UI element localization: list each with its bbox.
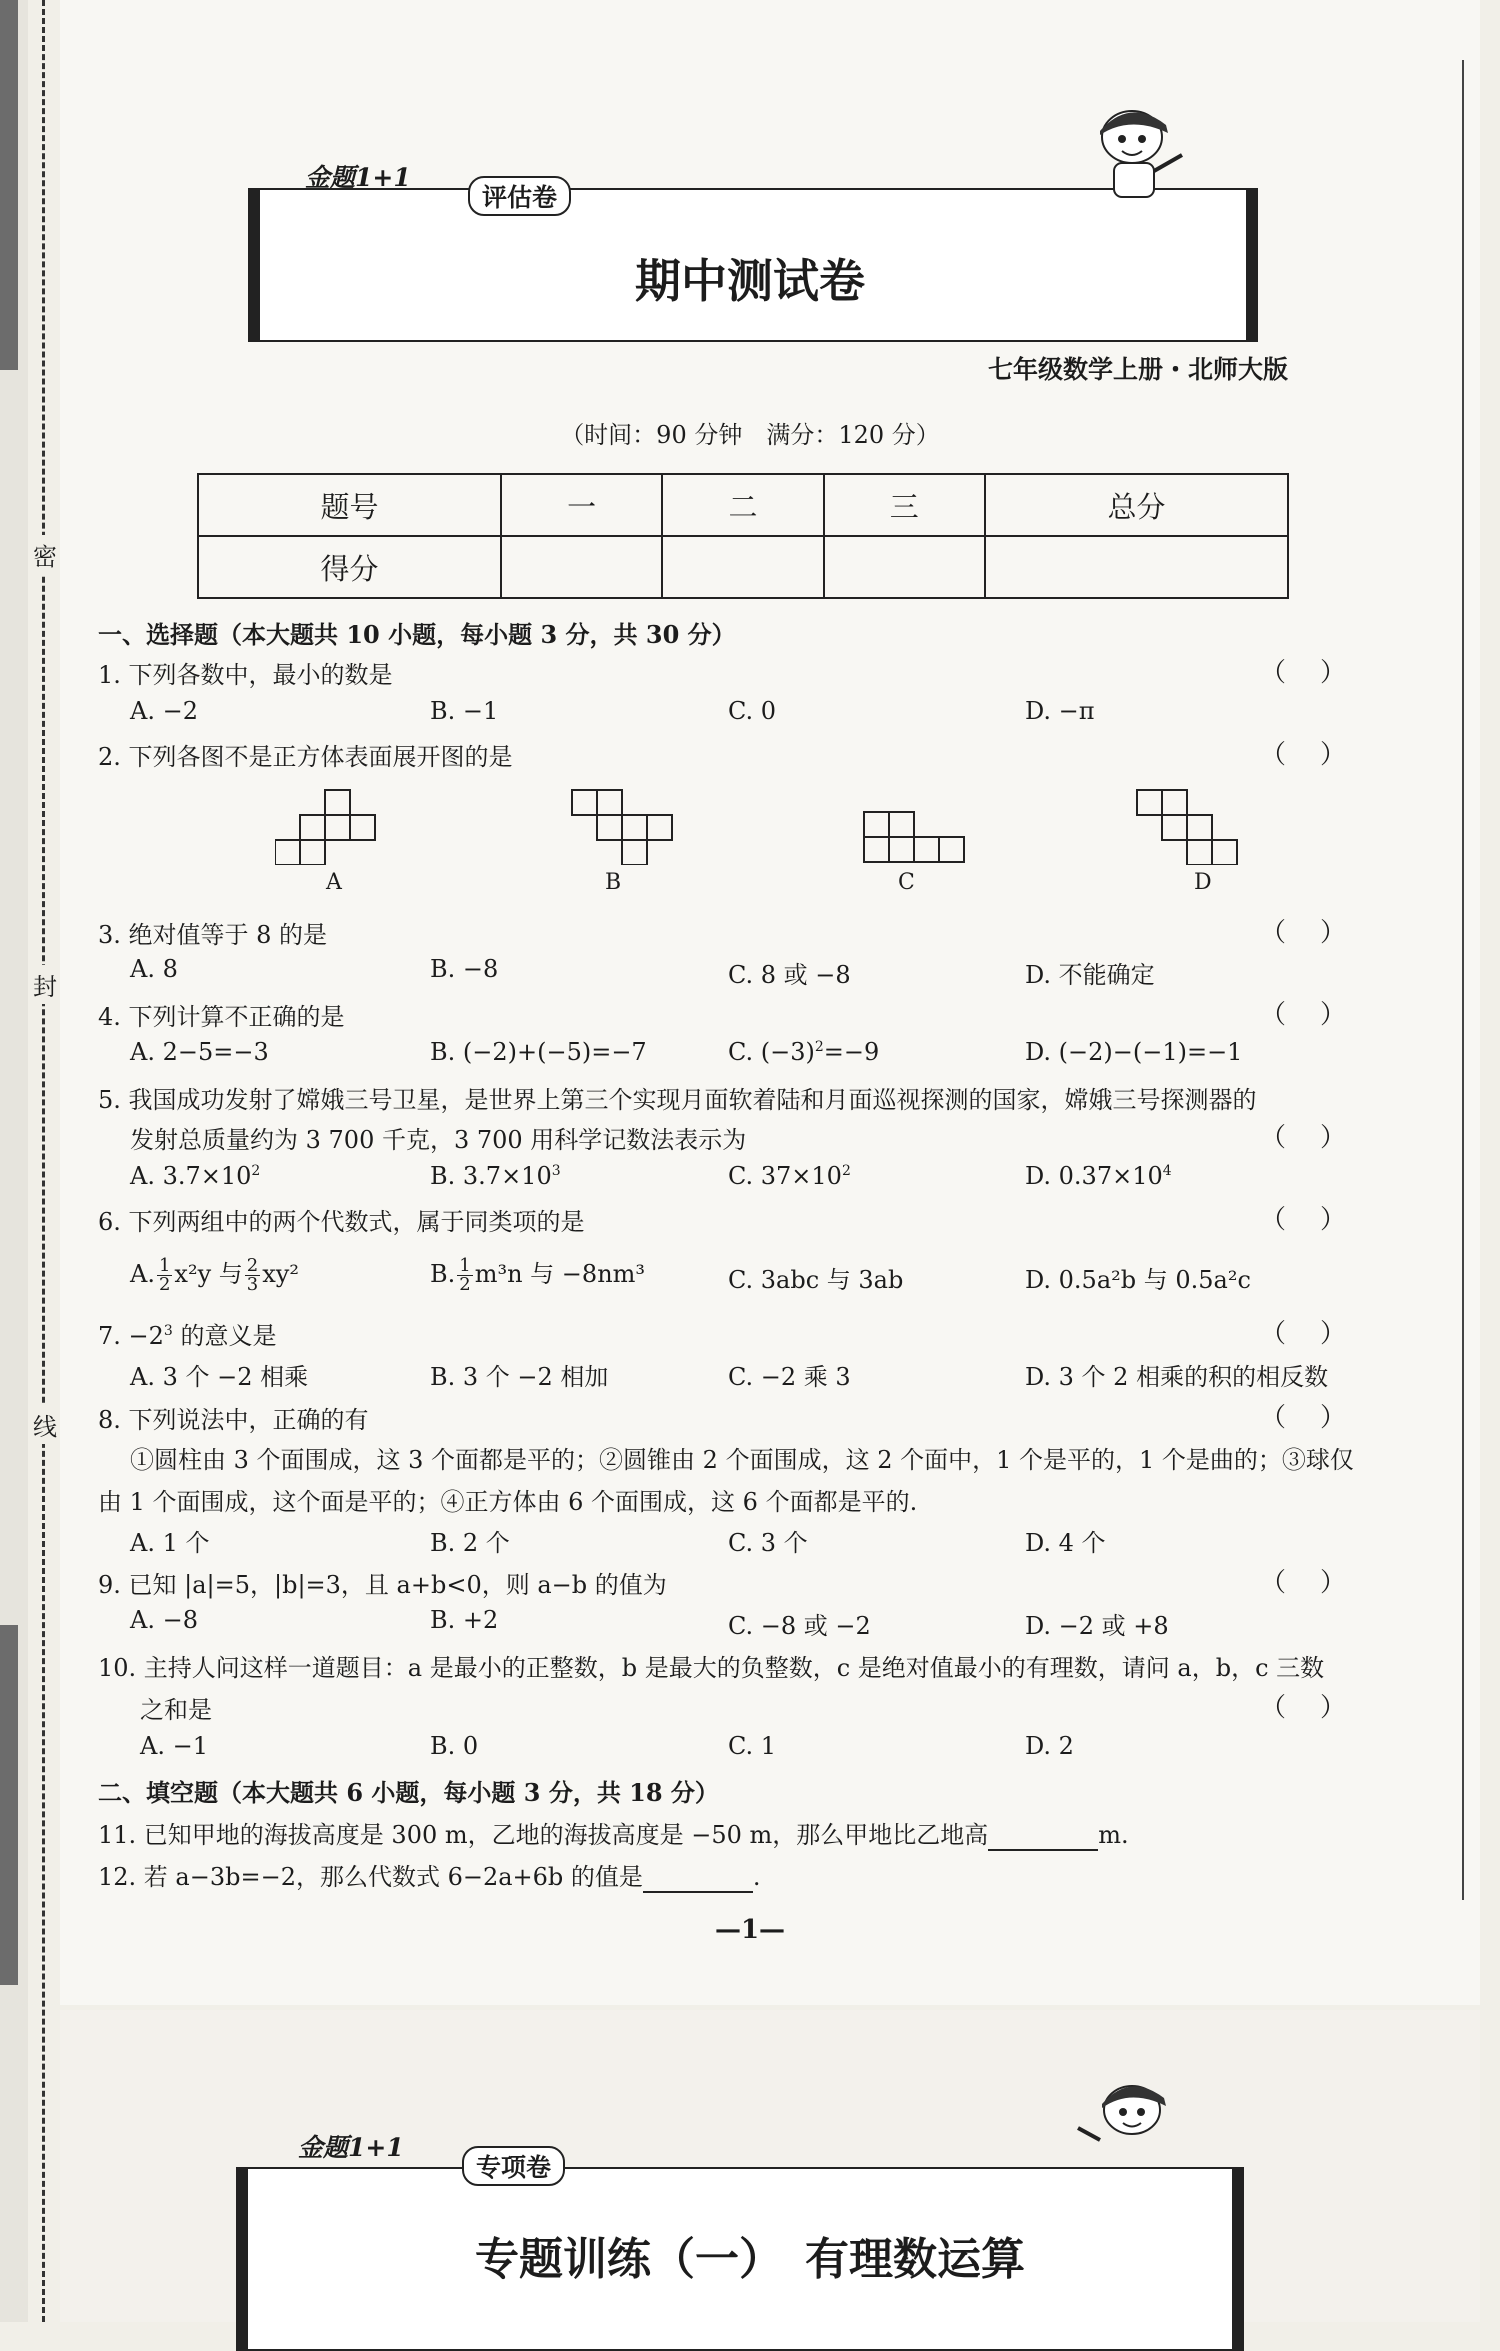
exponent: 3 xyxy=(163,1323,173,1339)
option-d: D. 不能确定 xyxy=(1025,961,1155,989)
table-cell: 总分 xyxy=(985,474,1288,536)
option-c: C. −8 或 −2 xyxy=(728,1612,871,1640)
question-stem xyxy=(98,1857,761,1893)
fraction xyxy=(457,1257,472,1294)
option-b: B. −1 xyxy=(430,697,499,725)
question-stem: 6. 下列两组中的两个代数式，属于同类项的是 xyxy=(98,1208,585,1236)
brand-logo: 金题1+1 xyxy=(305,163,411,192)
question-stem: 10. 主持人问这样一道题目：a 是最小的正整数，b 是最大的负整数，c 是绝对值最小的有理数，请问 a，b，c 三数 xyxy=(98,1654,1325,1682)
option-c: C. 0 xyxy=(728,697,777,725)
binding-dark-band xyxy=(0,0,18,370)
answer-paren[interactable]: （） xyxy=(1259,1000,1380,1030)
option-a xyxy=(130,1254,299,1294)
question-stem: 1. 下列各数中，最小的数是 xyxy=(98,661,393,689)
score-input-cell[interactable] xyxy=(501,536,662,598)
question-stem xyxy=(98,1815,1129,1851)
question-stem: 9. 已知 |a|=5，|b|=3，且 a+b<0，则 a−b 的值为 xyxy=(98,1571,667,1599)
score-table xyxy=(197,473,1289,599)
option-c: C. 8 或 −8 xyxy=(728,961,851,989)
question-stem-cont: 发射总质量约为 3 700 千克，3 700 用科学记数法表示为 xyxy=(130,1126,747,1154)
section-heading: 二、填空题（本大题共 6 小题，每小题 3 分，共 18 分） xyxy=(98,1778,719,1807)
option-b: B. 3 个 −2 相加 xyxy=(430,1363,609,1391)
figure-label: D xyxy=(1194,870,1212,895)
option-a: A. −1 xyxy=(140,1732,208,1760)
question-stem: 4. 下列计算不正确的是 xyxy=(98,1003,345,1031)
fraction-denominator: 3 xyxy=(246,1274,259,1295)
option-d: D. 0.5a²b 与 0.5a²c xyxy=(1025,1266,1251,1294)
question-stem: 8. 下列说法中，正确的有 xyxy=(98,1406,369,1434)
section-heading: 一、选择题（本大题共 10 小题，每小题 3 分，共 30 分） xyxy=(98,620,736,649)
question-body: ①圆柱由 3 个面围成，这 3 个面都是平的；②圆锥由 2 个面围成，这 2 个面中，1 个是平的，1 个是曲的；③球仅 xyxy=(130,1446,1354,1474)
option-b: B. −8 xyxy=(430,955,499,983)
expr-text: C. (−3) xyxy=(728,1038,815,1066)
figure-label: B xyxy=(605,870,622,895)
option-c xyxy=(728,1038,879,1066)
expr-text: =−9 xyxy=(823,1038,880,1066)
fraction-numerator: 1 xyxy=(459,1255,471,1276)
answer-blank[interactable] xyxy=(643,1863,753,1893)
option-d xyxy=(1025,1162,1172,1190)
answer-paren[interactable]: （） xyxy=(1259,1123,1380,1153)
exponent: 3 xyxy=(551,1163,561,1179)
question-body: 由 1 个面围成，这个面是平的；④正方体由 6 个面围成，这 6 个面都是平的. xyxy=(98,1488,918,1516)
seal-char: 线 xyxy=(33,1405,57,1444)
table-cell: 得分 xyxy=(198,536,501,598)
expr-text: C. 37×10 xyxy=(728,1162,842,1190)
answer-paren[interactable]: （） xyxy=(1259,1693,1380,1723)
page-subtitle: 七年级数学上册・北师大版 xyxy=(987,355,1288,384)
option-b: B. +2 xyxy=(430,1606,499,1634)
exponent: 2 xyxy=(251,1163,261,1179)
answer-paren[interactable]: （） xyxy=(1259,1568,1380,1598)
page-title: 期中测试卷 xyxy=(635,254,865,308)
option-b: B. 2 个 xyxy=(430,1529,510,1557)
cube-net-a-figure xyxy=(275,785,385,865)
question-text: . xyxy=(752,1863,761,1891)
answer-blank[interactable] xyxy=(988,1821,1098,1851)
option-d: D. (−2)−(−1)=−1 xyxy=(1025,1038,1243,1066)
cube-net-c-figure xyxy=(862,810,972,865)
table-cell: 三 xyxy=(824,474,985,536)
option-a: A. 2−5=−3 xyxy=(130,1038,269,1066)
score-input-cell[interactable] xyxy=(824,536,985,598)
table-row xyxy=(198,536,1288,598)
table-cell: 一 xyxy=(501,474,662,536)
next-page-title: 专题训练（一） 有理数运算 xyxy=(475,2234,1025,2285)
question-stem xyxy=(98,1316,276,1351)
option-c: C. 1 xyxy=(728,1732,777,1760)
seal-char: 封 xyxy=(33,965,57,1004)
answer-paren[interactable]: （） xyxy=(1259,658,1380,688)
option-b xyxy=(430,1162,561,1190)
option-c: C. −2 乘 3 xyxy=(728,1363,851,1391)
question-text: m. xyxy=(1098,1821,1129,1849)
exponent: 2 xyxy=(814,1039,824,1055)
fraction xyxy=(157,1257,172,1294)
option-d: D. 3 个 2 相乘的积的相反数 xyxy=(1025,1363,1329,1391)
expr-text: x²y 与 xyxy=(174,1260,243,1288)
option-a xyxy=(130,1162,260,1190)
expr-text: D. 0.37×10 xyxy=(1025,1162,1163,1190)
question-stem-cont: 之和是 xyxy=(140,1696,212,1724)
table-cell: 二 xyxy=(662,474,823,536)
exponent: 4 xyxy=(1162,1163,1172,1179)
score-input-cell[interactable] xyxy=(985,536,1288,598)
fraction-numerator: 1 xyxy=(158,1255,171,1276)
option-b: B. (−2)+(−5)=−7 xyxy=(430,1038,647,1066)
option-a: A. −8 xyxy=(130,1606,198,1634)
mascot-illustration xyxy=(1070,2070,1200,2170)
expr-text: A. 3.7×10 xyxy=(130,1162,252,1190)
option-d: D. −π xyxy=(1025,697,1095,725)
option-label: A. xyxy=(130,1260,155,1288)
table-cell: 题号 xyxy=(198,474,501,536)
option-b: B. 0 xyxy=(430,1732,479,1760)
answer-paren[interactable]: （） xyxy=(1259,1205,1380,1235)
answer-paren[interactable]: （） xyxy=(1259,918,1380,948)
figure-label: A xyxy=(326,870,342,895)
option-a: A. 3 个 −2 相乘 xyxy=(130,1363,309,1391)
option-label: B. xyxy=(430,1260,456,1288)
page-edge-rule xyxy=(1462,60,1464,1900)
option-a: A. −2 xyxy=(130,697,198,725)
cube-net-b-figure xyxy=(570,785,680,865)
answer-paren[interactable]: （） xyxy=(1259,1403,1380,1433)
fraction-denominator: 2 xyxy=(459,1274,471,1295)
fraction-denominator: 2 xyxy=(158,1274,171,1295)
figure-label: C xyxy=(898,870,915,895)
cube-net-d-figure xyxy=(1135,785,1245,865)
answer-paren[interactable]: （） xyxy=(1259,740,1380,770)
question-stem: 3. 绝对值等于 8 的是 xyxy=(98,921,328,949)
option-d: D. −2 或 +8 xyxy=(1025,1612,1169,1640)
expr-text: xy² xyxy=(262,1260,299,1288)
mascot-illustration xyxy=(1070,95,1200,205)
expr-text: 的意义是 xyxy=(172,1322,277,1350)
paper-type-tag: 评估卷 xyxy=(468,176,571,216)
paper-type-tag: 专项卷 xyxy=(462,2146,565,2186)
option-c: C. 3abc 与 3ab xyxy=(728,1266,904,1294)
option-d: D. 2 xyxy=(1025,1732,1074,1760)
answer-paren[interactable]: （） xyxy=(1259,1319,1380,1349)
option-c xyxy=(728,1162,851,1190)
question-stem: 5. 我国成功发射了嫦娥三号卫星，是世界上第三个实现月面软着陆和月面巡视探测的国家，嫦娥三号探测器的 xyxy=(98,1086,1257,1114)
page-number: —1— xyxy=(714,1915,786,1945)
expr-text: B. 3.7×10 xyxy=(430,1162,552,1190)
fraction xyxy=(245,1257,260,1294)
expr-text: 7. −2 xyxy=(98,1322,164,1350)
option-a: A. 8 xyxy=(130,955,178,983)
question-text: 11. 已知甲地的海拔高度是 300 m，乙地的海拔高度是 −50 m，那么甲地比乙地高 xyxy=(98,1821,989,1849)
exponent: 2 xyxy=(841,1163,851,1179)
cut-line xyxy=(42,0,45,2322)
fraction-numerator: 2 xyxy=(246,1255,259,1276)
score-input-cell[interactable] xyxy=(662,536,823,598)
question-text: 12. 若 a−3b=−2，那么代数式 6−2a+6b 的值是 xyxy=(98,1863,643,1891)
expr-text: m³n 与 −8nm³ xyxy=(474,1260,646,1288)
brand-logo: 金题1+1 xyxy=(298,2133,404,2162)
question-stem: 2. 下列各图不是正方体表面展开图的是 xyxy=(98,743,513,771)
seal-char: 密 xyxy=(33,535,57,574)
time-info: （时间：90 分钟 满分：120 分） xyxy=(560,421,940,449)
option-d: D. 4 个 xyxy=(1025,1529,1106,1557)
table-row xyxy=(198,474,1288,536)
option-b xyxy=(430,1254,645,1294)
option-c: C. 3 个 xyxy=(728,1529,808,1557)
option-a: A. 1 个 xyxy=(130,1529,210,1557)
